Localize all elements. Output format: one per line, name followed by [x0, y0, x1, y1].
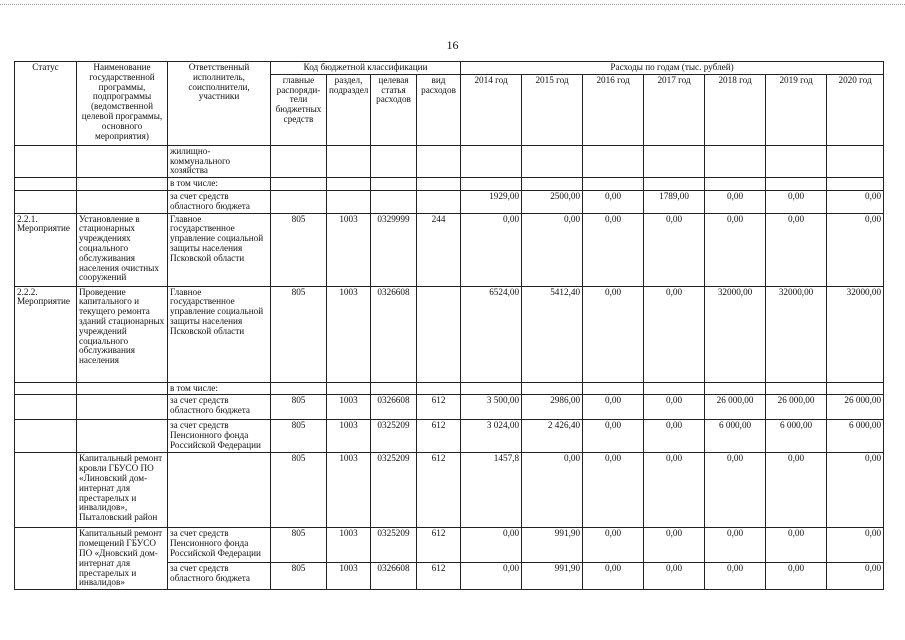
cell-kind [417, 145, 461, 177]
cell-2019: 0,00 [766, 453, 827, 528]
cell-kind: 244 [417, 213, 461, 286]
cell-2018: 6 000,00 [705, 420, 766, 453]
cell-2017 [644, 178, 705, 191]
header-year-2017: 2017 год [644, 74, 705, 145]
cell-executor: Главное государственное управление социальной защиты населения Псковской области [168, 286, 271, 382]
cell-target [371, 145, 417, 177]
cell-status [15, 382, 77, 395]
table-row [15, 178, 884, 191]
cell-2016 [583, 178, 644, 191]
cell-target [371, 190, 417, 213]
cell-2020: 6 000,00 [827, 420, 884, 453]
cell-kind: 612 [417, 528, 461, 563]
cell-grbs: 805 [271, 453, 327, 528]
cell-2015: 2986,00 [522, 395, 583, 420]
cell-target: 0326608 [371, 562, 417, 589]
cell-grbs: 805 [271, 528, 327, 563]
cell-name: Проведение капитального и текущего ремонта зданий стационарных учреждений социального обслуживания населения [77, 286, 168, 382]
cell-2018: 0,00 [705, 528, 766, 563]
cell-target [371, 382, 417, 395]
cell-kind: 612 [417, 420, 461, 453]
cell-2014 [461, 145, 522, 177]
cell-section: 1003 [327, 562, 371, 589]
cell-2020 [827, 382, 884, 395]
cell-executor: за счет средств областного бюджета [168, 395, 271, 420]
cell-status: 2.2.1. Мероприятие [15, 213, 77, 286]
cell-2014: 3 500,00 [461, 395, 522, 420]
table-row [15, 453, 884, 528]
header-year-2018: 2018 год [705, 74, 766, 145]
cell-2019 [766, 382, 827, 395]
cell-2015 [522, 382, 583, 395]
cell-name [77, 382, 168, 395]
cell-2017 [644, 145, 705, 177]
cell-2020: 32000,00 [827, 286, 884, 382]
cell-2020: 0,00 [827, 562, 884, 589]
cell-status [15, 453, 77, 528]
page-number: 16 [446, 38, 459, 52]
cell-2015: 2500,00 [522, 190, 583, 213]
cell-grbs [271, 190, 327, 213]
table-row [15, 395, 884, 420]
cell-section: 1003 [327, 395, 371, 420]
cell-grbs: 805 [271, 420, 327, 453]
cell-executor: за счет средств Пенсионного фонда Российской Федерации [168, 528, 271, 563]
cell-section [327, 178, 371, 191]
cell-2014: 0,00 [461, 213, 522, 286]
budget-table [14, 61, 884, 590]
table-row [15, 213, 884, 286]
header-kind: вид расходов [417, 74, 461, 145]
cell-2018 [705, 382, 766, 395]
cell-2018: 0,00 [705, 190, 766, 213]
header-program-name: Наименование государственной программы, подпрограммы (ведомственной целевой программы, основного мероприятия) [77, 62, 168, 146]
cell-2015 [522, 145, 583, 177]
header-row-1 [15, 62, 884, 75]
cell-name [77, 395, 168, 420]
cell-2019 [766, 178, 827, 191]
table-row [15, 420, 884, 453]
cell-2016: 0,00 [583, 286, 644, 382]
cell-2016: 0,00 [583, 420, 644, 453]
cell-kind [417, 286, 461, 382]
cell-name [77, 178, 168, 191]
cell-2018 [705, 145, 766, 177]
cell-2016: 0,00 [583, 213, 644, 286]
cell-2017: 0,00 [644, 286, 705, 382]
header-year-2020: 2020 год [827, 74, 884, 145]
cell-kind [417, 178, 461, 191]
top-scan-rule [0, 4, 905, 5]
header-status: Статус [15, 62, 77, 146]
cell-2014: 6524,00 [461, 286, 522, 382]
cell-2014: 3 024,00 [461, 420, 522, 453]
cell-2017: 0,00 [644, 420, 705, 453]
cell-2014: 0,00 [461, 528, 522, 563]
cell-2016: 0,00 [583, 528, 644, 563]
cell-2019: 32000,00 [766, 286, 827, 382]
cell-name [77, 190, 168, 213]
cell-executor: Главное государственное управление социальной защиты населения Псковской области [168, 213, 271, 286]
cell-executor [168, 453, 271, 528]
cell-executor: жилищно-коммунального хозяйства [168, 145, 271, 177]
cell-2017: 1789,00 [644, 190, 705, 213]
cell-2015: 2 426,40 [522, 420, 583, 453]
cell-2018: 26 000,00 [705, 395, 766, 420]
cell-2020: 0,00 [827, 528, 884, 563]
cell-grbs: 805 [271, 286, 327, 382]
cell-2014 [461, 382, 522, 395]
cell-status: 2.2.2. Мероприятие [15, 286, 77, 382]
cell-2014: 0,00 [461, 562, 522, 589]
cell-grbs [271, 145, 327, 177]
cell-2014: 1457,8 [461, 453, 522, 528]
cell-2020: 0,00 [827, 453, 884, 528]
cell-grbs [271, 178, 327, 191]
cell-name [77, 145, 168, 177]
header-executor: Ответственный исполнитель, соисполнители, участники [168, 62, 271, 146]
cell-2014 [461, 178, 522, 191]
table-row [15, 190, 884, 213]
cell-2016: 0,00 [583, 190, 644, 213]
cell-2019: 26 000,00 [766, 395, 827, 420]
cell-kind [417, 382, 461, 395]
cell-target: 0329999 [371, 213, 417, 286]
cell-2016: 0,00 [583, 562, 644, 589]
cell-2016: 0,00 [583, 395, 644, 420]
cell-section: 1003 [327, 420, 371, 453]
cell-2017: 0,00 [644, 395, 705, 420]
cell-grbs: 805 [271, 562, 327, 589]
cell-grbs: 805 [271, 213, 327, 286]
cell-2017 [644, 382, 705, 395]
cell-2017: 0,00 [644, 453, 705, 528]
cell-kind: 612 [417, 562, 461, 589]
header-section: раздел, подраздел [327, 74, 371, 145]
cell-section: 1003 [327, 213, 371, 286]
cell-2020: 0,00 [827, 213, 884, 286]
cell-2017: 0,00 [644, 562, 705, 589]
cell-2015 [522, 178, 583, 191]
cell-2019: 0,00 [766, 213, 827, 286]
header-year-2016: 2016 год [583, 74, 644, 145]
table-row [15, 528, 884, 563]
cell-target [371, 178, 417, 191]
cell-section: 1003 [327, 453, 371, 528]
cell-grbs [271, 382, 327, 395]
cell-2019: 0,00 [766, 190, 827, 213]
cell-section [327, 190, 371, 213]
cell-2020: 0,00 [827, 190, 884, 213]
cell-2017: 0,00 [644, 528, 705, 563]
cell-status [15, 420, 77, 453]
cell-section: 1003 [327, 286, 371, 382]
header-budget-code: Код бюджетной классификации [271, 62, 461, 75]
cell-kind: 612 [417, 453, 461, 528]
cell-kind [417, 190, 461, 213]
header-year-2015: 2015 год [522, 74, 583, 145]
cell-name: Капитальный ремонт помещений ГБУСО ПО «Дновский дом-интернат для престарелых и инвалидов» [77, 528, 168, 590]
cell-2018: 32000,00 [705, 286, 766, 382]
cell-kind: 612 [417, 395, 461, 420]
cell-2016 [583, 145, 644, 177]
cell-executor: за счет средств областного бюджета [168, 562, 271, 589]
cell-2016: 0,00 [583, 453, 644, 528]
cell-executor: за счет средств областного бюджета [168, 190, 271, 213]
cell-target: 0325209 [371, 453, 417, 528]
cell-target: 0326608 [371, 286, 417, 382]
cell-executor: в том числе: [168, 382, 271, 395]
cell-2020: 26 000,00 [827, 395, 884, 420]
cell-2015: 5412,40 [522, 286, 583, 382]
header-year-2019: 2019 год [766, 74, 827, 145]
cell-target: 0325209 [371, 528, 417, 563]
cell-status [15, 190, 77, 213]
cell-2015: 991,90 [522, 562, 583, 589]
cell-2018 [705, 178, 766, 191]
cell-2014: 1929,00 [461, 190, 522, 213]
cell-section [327, 145, 371, 177]
cell-target: 0325209 [371, 420, 417, 453]
cell-grbs: 805 [271, 395, 327, 420]
cell-2017: 0,00 [644, 213, 705, 286]
cell-2018: 0,00 [705, 453, 766, 528]
cell-2015: 991,90 [522, 528, 583, 563]
header-target: целевая статья расходов [371, 74, 417, 145]
cell-2016 [583, 382, 644, 395]
cell-2018: 0,00 [705, 213, 766, 286]
cell-2015: 0,00 [522, 453, 583, 528]
cell-status [15, 395, 77, 420]
cell-2019 [766, 145, 827, 177]
cell-2019: 0,00 [766, 528, 827, 563]
cell-2020 [827, 145, 884, 177]
cell-status [15, 178, 77, 191]
cell-section [327, 382, 371, 395]
header-expenses: Расходы по годам (тыс. рублей) [461, 62, 884, 75]
cell-executor: за счет средств Пенсионного фонда Российской Федерации [168, 420, 271, 453]
header-main-manager: главные распоряди-тели бюджетных средств [271, 74, 327, 145]
cell-name: Капитальный ремонт кровли ГБУСО ПО «Линовский дом-интернат для престарелых и инвалидов», Пыталовский район [77, 453, 168, 528]
cell-2015: 0,00 [522, 213, 583, 286]
cell-status [15, 528, 77, 590]
cell-2018: 0,00 [705, 562, 766, 589]
header-year-2014: 2014 год [461, 74, 522, 145]
cell-status [15, 145, 77, 177]
table-row [15, 382, 884, 395]
cell-executor: в том числе: [168, 178, 271, 191]
cell-2019: 0,00 [766, 562, 827, 589]
cell-target: 0326608 [371, 395, 417, 420]
cell-name: Установление в стационарных учреждениях социального обслуживания населения очистных сооружений [77, 213, 168, 286]
cell-2020 [827, 178, 884, 191]
cell-name [77, 420, 168, 453]
cell-section: 1003 [327, 528, 371, 563]
cell-2019: 6 000,00 [766, 420, 827, 453]
table-row [15, 286, 884, 382]
table-row [15, 145, 884, 177]
